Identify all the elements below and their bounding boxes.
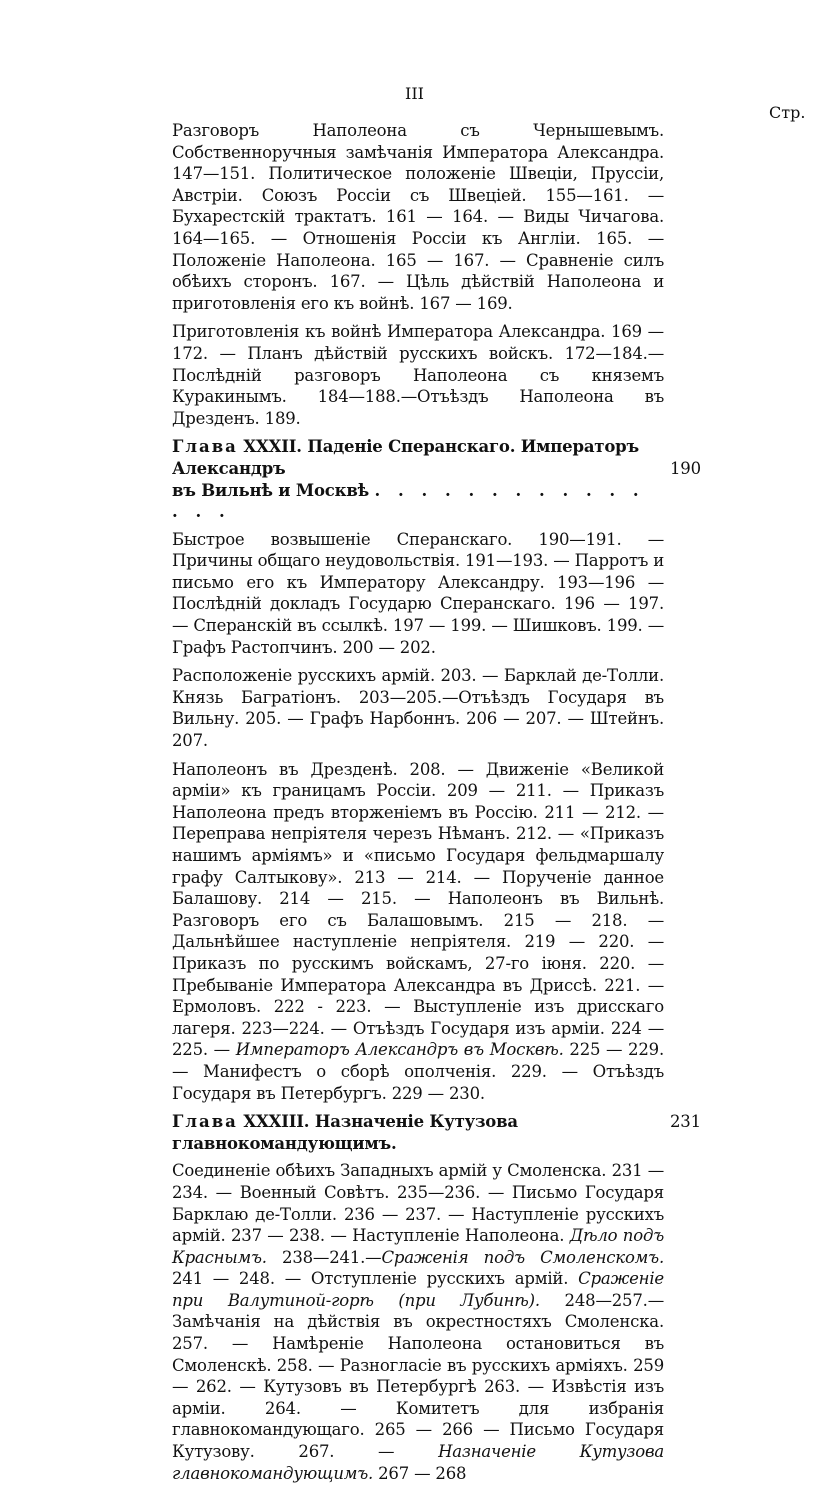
toc-text: 267 — 268 xyxy=(373,1463,467,1483)
chapter-label: Глава xyxy=(172,437,238,457)
toc-text: 238—241.— xyxy=(266,1247,382,1267)
toc-text: Наполеонъ въ Дрезденѣ. 208. — Движеніе «Великой арміи» къ границамъ Россіи. 209 — 211. — Приказъ Наполеона предъ вторженіемъ въ Россію. 211 — 212. — Переправа непріятеля черезъ Нѣманъ. 212. — «Приказъ нашимъ арміямъ» и «письмо Государя фельдмаршалу графу Салтыкову». 213 — 214. — Порученіе данное Балашову. 214 — 215. — Наполеонъ въ Вильнѣ. Разговоръ его съ Балашовымъ. 215 — 218. — Дальнѣйшее наступленіе непріятеля. 219 — 220. — Приказъ по русскимъ войскамъ, 27-го іюня. 220. — Пребываніе Императора Александра въ Дриссѣ. 221. — Ермоловъ. 222 - 223. — Выступленіе изъ дрисскаго лагеря. 223—224. — Отъѣздъ Государя изъ арміи. 224 — 225. — xyxy=(172,759,664,1060)
chapter-32-title: XXXII. Паденіе Сперанскаго. Императоръ Александръ xyxy=(172,437,639,478)
toc-text: 225 — 229. — Манифестъ о сборѣ ополченія. 229. — Отъѣздъ Государя въ Петербургъ. 229 — 230. xyxy=(172,1040,664,1103)
toc-paragraph-6 xyxy=(172,1160,664,1484)
chapter-32-heading xyxy=(172,436,701,522)
toc-italic-title: Дѣло подъ Краснымъ. xyxy=(172,1226,664,1267)
chapter-33-page: 231 xyxy=(670,1112,701,1132)
chapter-32-title-cont: въ Вильнѣ и Москвѣ xyxy=(172,480,369,500)
toc-body xyxy=(172,120,701,1491)
page-column-header: Стр. xyxy=(769,103,806,122)
chapter-label: Глава xyxy=(172,1112,238,1132)
toc-paragraph-3: Быстрое возвышеніе Сперанскаго. 190—191. — Причины общаго неудовольствія. 191—193. — Парротъ и письмо его къ Императору Александру. 193—196 —Послѣдній докладъ Государю Сперанскаго. 196 — 197. — Сперанскій въ ссылкѣ. 197 — 199. — Шишковъ. 199. — Графъ Растопчинъ. 200 — 202. xyxy=(172,529,664,657)
toc-italic-title: Сраженіе при Валутиной-горѣ (при Лубинѣ). xyxy=(172,1269,664,1310)
toc-text: 248—257.—Замѣчанія на дѣйствія въ окрестностяхъ Смоленска. 257. — Намѣреніе Наполеона остановиться въ Смоленскѣ. 258. — Разногласіе въ русскихъ арміяхъ. 259 — 262. — Кутузовъ въ Петербургѣ 263. — Извѣстія изъ арміи. 264. — Комитетъ для избранія главнокомандующаго. 265 — 266 — Письмо Государя Кутузову. 267. — xyxy=(172,1290,664,1462)
toc-paragraph-4: Расположеніе русскихъ армій. 203. — Барклай де-Толли. Князь Багратіонъ. 203—205.—Отъѣздъ Государя въ Вильну. 205. — Графъ Нарбоннъ. 206 — 207. — Штейнъ. 207. xyxy=(172,666,664,751)
toc-italic-title: Сраженія подъ Смоленскомъ. xyxy=(381,1247,664,1267)
toc-text: Соединеніе обѣихъ Западныхъ армій у Смоленска. 231 — 234. — Военный Совѣтъ. 235—236. — Письмо Государя Барклаю де-Толли. 236 — 237. — Наступленіе русскихъ армій. 237 — 238. — Наступленіе Наполеона. xyxy=(172,1161,664,1246)
page-number: III xyxy=(405,84,424,103)
toc-paragraph-5 xyxy=(172,759,664,1105)
chapter-33-title: XXXIII. Назначеніе Кутузова главнокомандующимъ. xyxy=(172,1112,518,1153)
toc-italic-title: Императоръ Александръ въ Москвѣ. xyxy=(235,1040,564,1060)
chapter-33-heading xyxy=(172,1111,701,1154)
toc-text: 241 — 248. — Отступленіе русскихъ армій. xyxy=(172,1269,579,1289)
toc-italic-title: Назначеніе Кутузова главнокомандующимъ. xyxy=(172,1442,664,1483)
toc-paragraph-2: Приготовленія къ войнѣ Императора Александра. 169 — 172. — Планъ дѣйствій русскихъ войскъ. 172—184.—Послѣдній разговоръ Наполеона съ княземъ Куракинымъ. 184—188.—Отъѣздъ Наполеона въ Дрезденъ. 189. xyxy=(172,322,664,428)
toc-paragraph-1: Разговоръ Наполеона съ Чернышевымъ. Собственноручныя замѣчанія Императора Александра. 147—151. Политическое положеніе Швеціи, Пруссіи, Австріи. Союзъ Россіи съ Швеціей. 155—161. — Бухарестскій трактатъ. 161 — 164. — Виды Чичагова. 164—165. — Отношенія Россіи къ Англіи. 165. — Положеніе Наполеона. 165 — 167. — Сравненіе силъ обѣихъ сторонъ. 167. — Цѣль дѣйствій Наполеона и приготовленія его къ войнѣ. 167 — 169. xyxy=(172,121,664,313)
leader-dots: . . . . . . . . . . . . . . . xyxy=(172,480,645,522)
chapter-32-page: 190 xyxy=(670,458,701,478)
